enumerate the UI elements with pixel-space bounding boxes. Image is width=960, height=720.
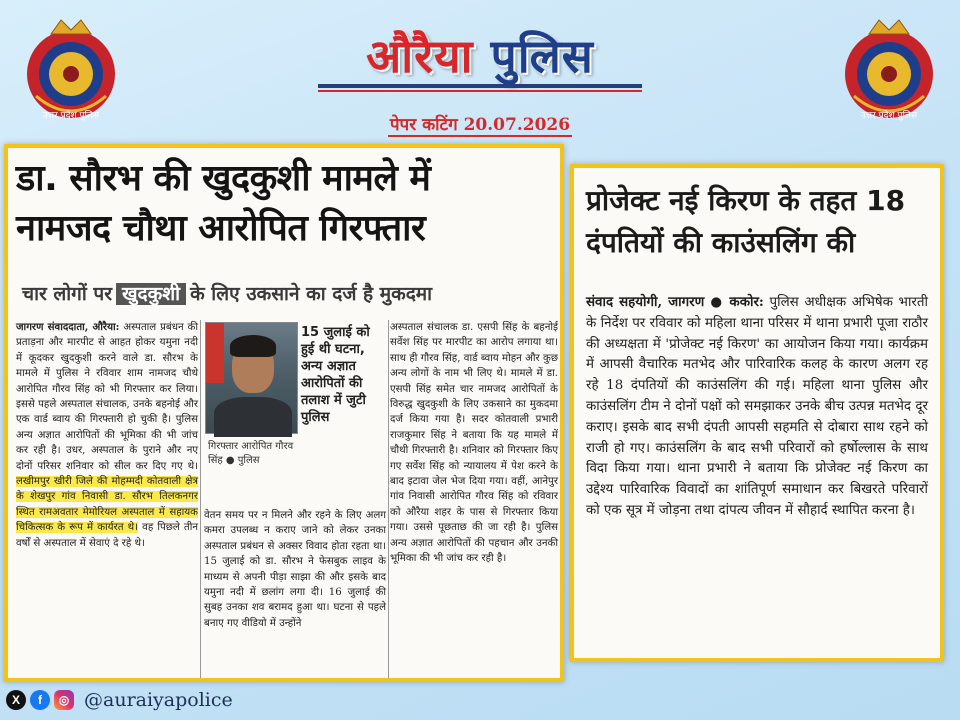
facebook-icon[interactable]: f [30,690,50,710]
clipping1-column-1: जागरण संवाददाता, औरैया: अस्पताल प्रबंधन की प्रताड़ना और मारपीट से आहत होकर यमुना नदी में कूदकर खुदकुशी करने वाले डा. सौरभ के मामले में पुलिस ने रविवार शाम नामजद चौथे आरोपित गौरव सिंह को भी गिरफ्तार कर लिया। इससे पहले अस्पताल संचालक, उनके बहनोई और एक वार्ड ब्वाय की गिरफ्तारी हो चुकी है। पुलिस अन्य अज्ञात आरोपितों की भूमिका की भी जांच कर रही है। उधर, अस्पताल के पुराने और नए दोनों परिसर शनिवार को सील कर दिए गए थे। लखीमपुर खीरी जिले की मोहम्मदी कोतवाली क्षेत्र के शेखपुर गांव निवासी डा. सौरभ तिलकनगर स्थित रामअवतार मेमोरियल अस्पताल में सहायक चिकित्सक के रूप में कार्यरत थे। वह पिछले तीन वर्षों से अस्पताल में सेवाएं दे रहे थे। [16,321,199,549]
news-clipping-arrest [4,144,564,682]
title-underline [318,84,642,88]
x-twitter-icon[interactable]: X [6,690,26,710]
photo-caption: गिरफ्तार आरोपित गौरव सिंह ● पुलिस [208,441,294,466]
page-title [0,24,960,86]
title-underline-accent [318,90,642,92]
emblem-text-left: उत्तर प्रदेश पुलिस [42,111,100,121]
paper-cutting-date: पेपर कटिंग 20.07.2026 [389,115,571,135]
social-footer [6,686,233,714]
pull-quote: 15 जुलाई को हुई थी घटना, अन्य अज्ञात आरोपितों की तलाश में जुटी पुलिस [301,325,370,425]
clipping1-column-2: वेतन समय पर न मिलने और रहने के लिए अलग कमरा उपलब्ध न कराए जाने को लेकर उनका अस्पताल प्रबंधन से अक्सर विवाद होता रहता था। 15 जुलाई को डा. सौरभ ने फेसबुक लाइव के माध्यम से अपनी पीड़ा साझा की और इसके बाद यमुना नदी में छलांग लगा दी। 16 जुलाई की सुबह उनका शव बरामद हुआ था। घटना से पहले बनाए गए वीडियो में उन्होंने [204,510,386,629]
clipping1-headline: डा. सौरभ की खुदकुशी मामले में नामजद चौथा आरोपित गिरफ्तार [16,158,431,249]
news-clipping-counselling [570,164,944,662]
title-police: पुलिस [490,29,594,83]
highlighted-text: लखीमपुर खीरी जिले की मोहम्मदी कोतवाली क्षेत्र के शेखपुर गांव निवासी डा. सौरभ तिलकनगर स्थित रामअवतार मेमोरियल अस्पताल में सहायक चिकित्सक के रूप में कार्यरत थे। [16,476,198,534]
column-divider [388,320,389,680]
emblem-text-right: उत्तर प्रदेश पुलिस [860,111,918,121]
social-handle[interactable]: @auraiyapolice [84,689,233,711]
title-auraiya: औरैया [366,29,474,83]
accused-photo [205,322,298,434]
clipping1-subhead: चार लोगों पर खुदकुशी के लिए उकसाने का दर्ज है मुकदमा [22,283,433,305]
clipping2-body: संवाद सहयोगी, जागरण ● ककोर: पुलिस अधीक्षक अभिषेक भारती के निर्देश पर रविवार को महिला थाना परिसर में थाना प्रभारी पूजा राठौर की अध्यक्षता में 'प्रोजेक्ट नई किरण' का आयोजन किया गया। कार्यक्रम में आपसी वैचारिक मतभेद और पारिवारिक कलह के कारण अलग रह रहे 18 दंपतियों की काउंसलिंग की गई। महिला थाना पुलिस और काउंसलिंग टीम ने दोनों पक्षों को समझाकर उनके बीच उत्पन्न मतभेद दूर कराए। इसके बाद सभी दंपती आपसी सहमति से दोबारा साथ रहने को राजी हो गए। काउंसलिंग के बाद सभी परिवारों को हर्षोल्लास के साथ विदा किया गया। थाना प्रभारी ने बताया कि प्रोजेक्ट नई किरण का उद्देश्य पारिवारिक विवादों का शांतिपूर्ण समाधान कर बिखरते परिवारों को एक सूत्र में जोड़ना तथा दांपत्य जीवन में सौहार्द स्थापित करना है। [586,294,928,518]
column-divider [200,320,201,680]
clipping1-column-3: अस्पताल संचालक डा. एसपी सिंह के बहनोई सर्वेश सिंह पर मारपीट का आरोप लगाया था। साथ ही गौरव सिंह, वार्ड ब्वाय मोहन और कुछ अन्य लोगों के नाम भी लिए थे। मामले में डा. एसपी सिंह समेत चार नामजद आरोपितों के विरुद्ध खुदकुशी के लिए उकसाने का मुकदमा दर्ज किया गया है। सदर कोतवाली प्रभारी राजकुमार सिंह ने बताया कि यह मामले में चौथी गिरफ्तारी है। शनिवार को गिरफ्तार किए गए सर्वेश सिंह को न्यायालय में पेश करने के बाद इटावा जेल भेज दिया गया। वहीं, आनेपुर गांव निवासी आरोपित गौरव सिंह को रविवार को औरैया शहर के पास से गिरफ्तार किया गया। उससे पूछताछ की जा रही है। पुलिस अन्य अज्ञात आरोपितों की पहचान और उनकी भूमिका की भी जांच कर रही है। [390,322,558,565]
clipping2-headline: प्रोजेक्ट नई किरण के तहत 18 दंपतियों की काउंसलिंग की [586,184,906,259]
instagram-icon[interactable]: ◎ [54,690,74,710]
